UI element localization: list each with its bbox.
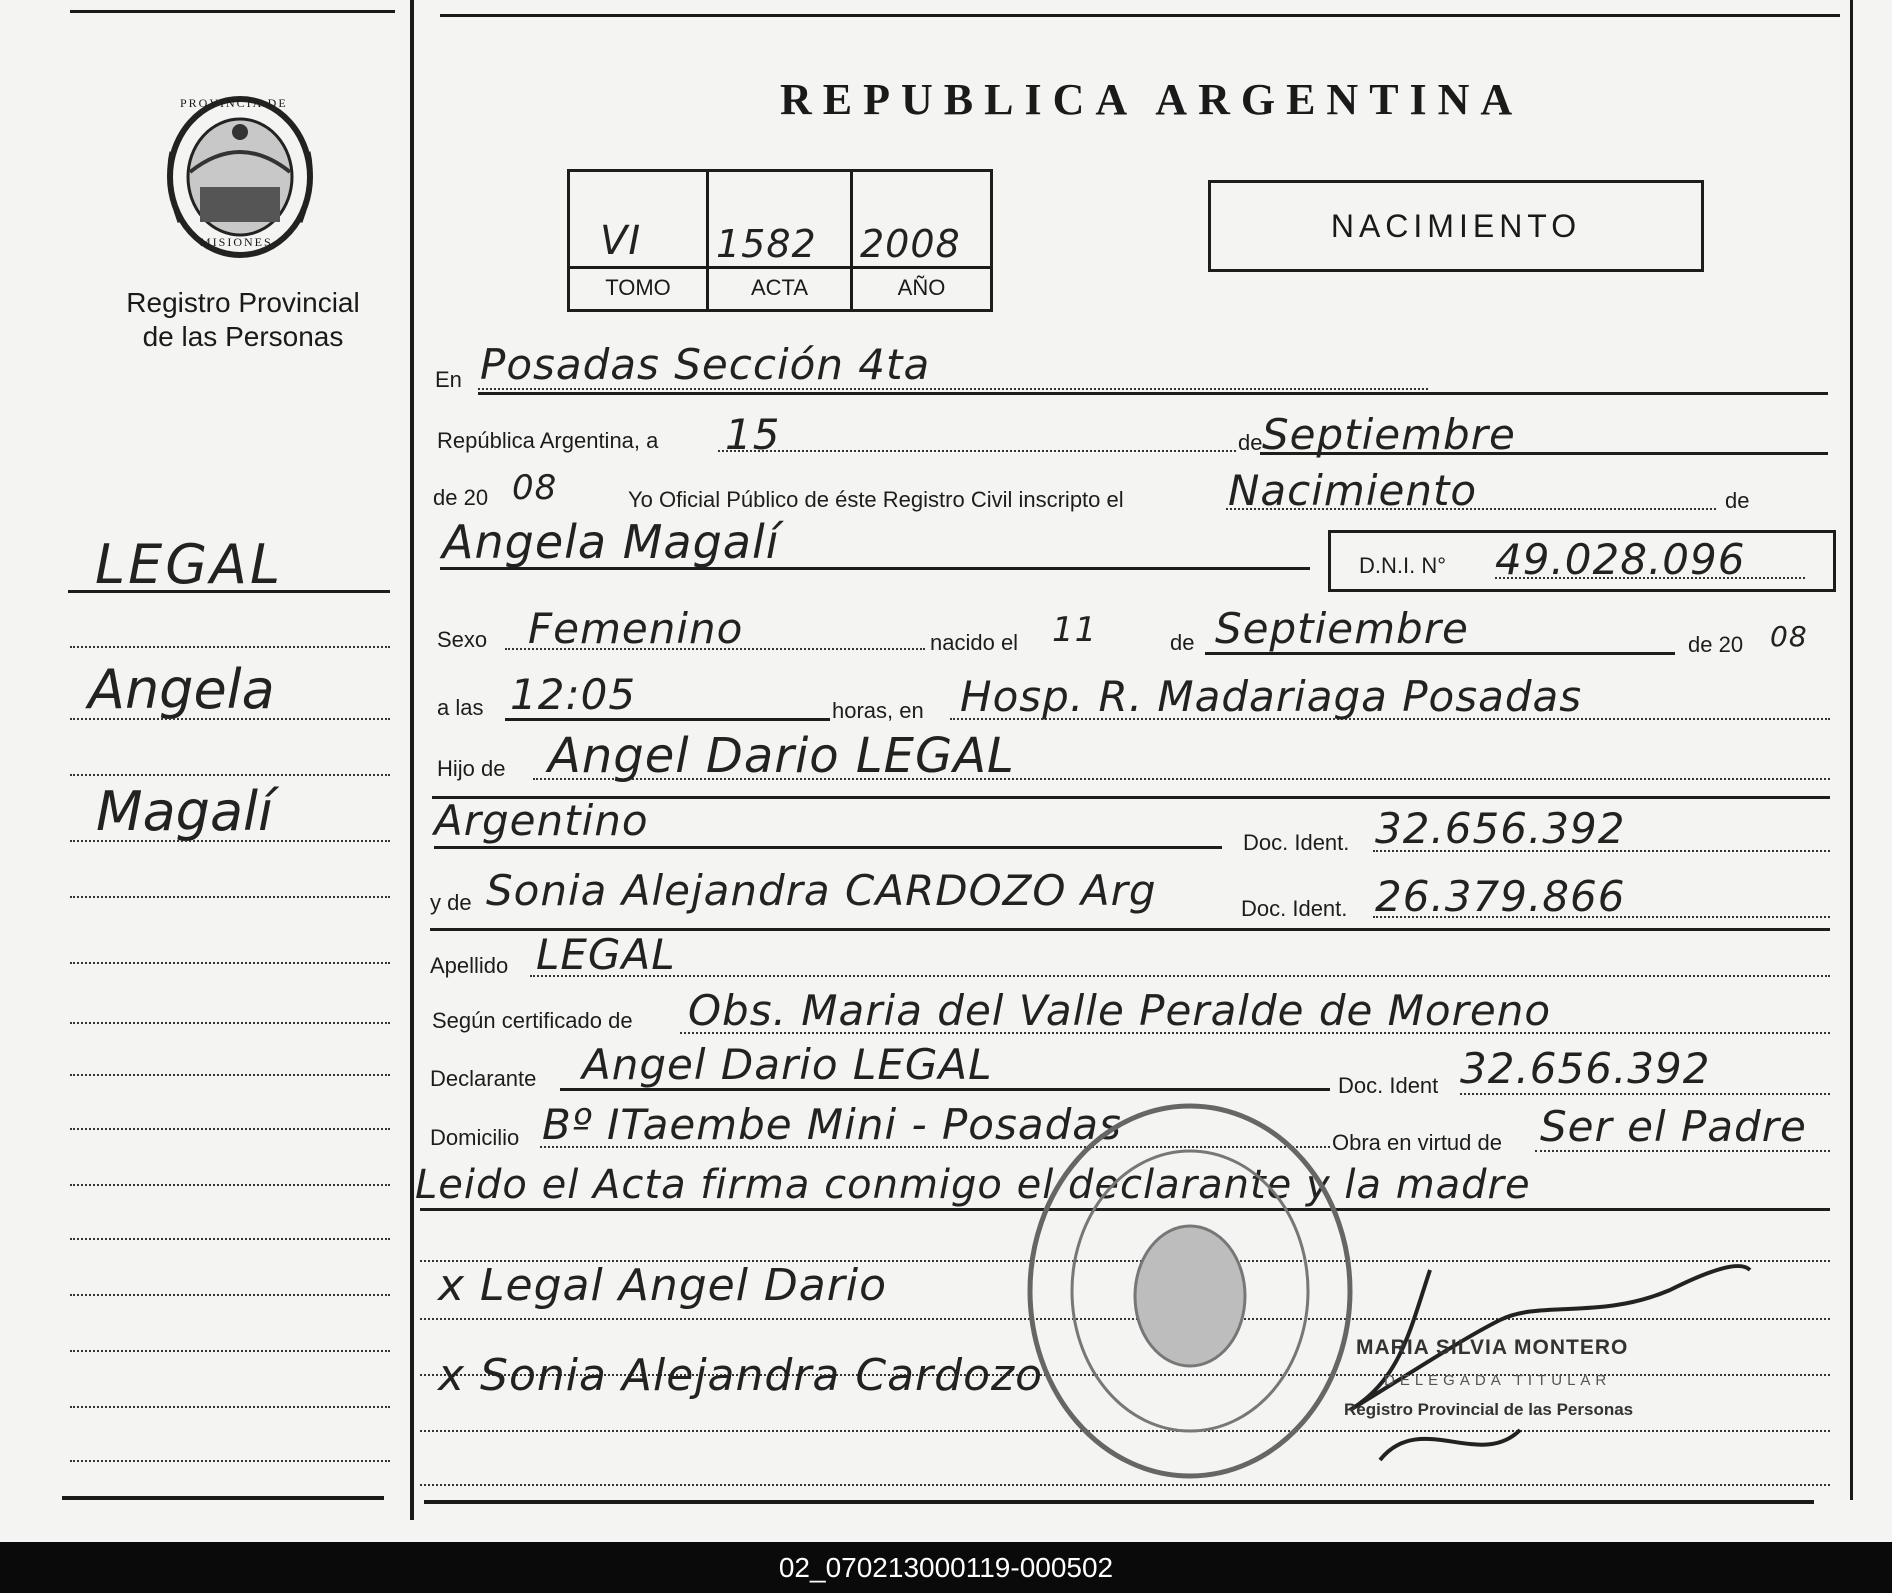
- sidebar-dot-11: [70, 1238, 390, 1240]
- value-certificado: Obs. Maria del Valle Peralde de Moreno: [688, 986, 1552, 1035]
- value-nacionalidad-padre: Argentino: [434, 796, 649, 845]
- bottom-rule-right: [424, 1500, 1814, 1504]
- label-sexo: Sexo: [437, 627, 488, 652]
- registry-table: [567, 169, 993, 312]
- label-declarante: Declarante: [430, 1066, 537, 1091]
- sidebar-dot-5: [70, 896, 390, 898]
- label-en: En: [435, 367, 462, 392]
- left-column-divider: [410, 0, 414, 1520]
- label-nacido: nacido el: [930, 630, 1019, 655]
- value-dni: 49.028.096: [1495, 535, 1746, 584]
- table-divider-h: [570, 266, 990, 269]
- value-lectura: Leido el Acta firma conmigo el declarante y la madre: [415, 1162, 1531, 1208]
- value-domicilio: Bº ITaembe Mini - Posadas: [542, 1100, 1122, 1149]
- sidebar-dot-4: [70, 840, 390, 842]
- scan-id-footer: 02_070213000119-000502: [0, 1542, 1892, 1593]
- sidebar-nombre1: Angela: [88, 658, 275, 721]
- label-hijo: Hijo de: [437, 756, 506, 781]
- value-doc-declarante: 32.656.392: [1460, 1044, 1711, 1093]
- sidebar-dot-13: [70, 1350, 390, 1352]
- label-doc2: Doc. Ident.: [1241, 896, 1348, 921]
- dotline-dni: [1495, 577, 1805, 579]
- sidebar-dot-1: [70, 646, 390, 648]
- sidebar-dot-8: [70, 1074, 390, 1076]
- value-nacido-anio: 08: [1770, 620, 1808, 653]
- label-yde: y de: [430, 890, 472, 915]
- label-doc3: Doc. Ident: [1338, 1073, 1439, 1098]
- sidebar-dot-14: [70, 1406, 390, 1408]
- sidebar-nombre2: Magalí: [96, 780, 274, 843]
- dni-box: [1328, 530, 1836, 592]
- value-doc-madre: 26.379.866: [1375, 872, 1626, 921]
- line-nacionalidad: [434, 846, 1222, 849]
- line-nombre: [440, 567, 1310, 570]
- right-border: [1850, 0, 1853, 1500]
- value-sexo: Femenino: [528, 604, 744, 653]
- value-lugar-nac: Hosp. R. Madariaga Posadas: [960, 672, 1583, 721]
- label-domicilio: Domicilio: [430, 1125, 520, 1150]
- value-inscripto: Nacimiento: [1228, 466, 1478, 515]
- sidebar-dot-3: [70, 774, 390, 776]
- registry-office-name: [90, 286, 396, 354]
- label-republica: República Argentina, a: [437, 428, 659, 453]
- top-rule-left: [70, 10, 395, 13]
- sidebar-dot-7: [70, 1022, 390, 1024]
- value-dia: 15: [725, 410, 781, 459]
- label-obra: Obra en virtud de: [1332, 1130, 1502, 1155]
- line-en: [478, 392, 1828, 395]
- office-line-2: de las Personas: [142, 321, 344, 352]
- label-de-end: de: [1725, 488, 1750, 513]
- label-de-m2: de: [1170, 630, 1195, 655]
- tomo-value: VI: [600, 218, 642, 264]
- label-de20b: de 20: [1688, 632, 1744, 657]
- country-title: REPUBLICA ARGENTINA: [780, 75, 1524, 124]
- acta-value: 1582: [716, 222, 817, 266]
- label-segun: Según certificado de: [432, 1008, 633, 1033]
- value-lugar: Posadas Sección 4ta: [480, 340, 931, 389]
- value-hora: 12:05: [510, 670, 637, 719]
- office-line-1: Registro Provincial: [126, 287, 360, 318]
- record-type-box: NACIMIENTO: [1208, 180, 1704, 272]
- officer-name: MARIA SILVIA MONTERO: [1356, 1336, 1629, 1359]
- value-doc-padre: 32.656.392: [1375, 804, 1626, 853]
- label-doc1: Doc. Ident.: [1243, 830, 1350, 855]
- value-madre: Sonia Alejandra CARDOZO Arg: [486, 866, 1157, 915]
- sidebar-dot-2: [70, 718, 390, 720]
- value-mes: Septiembre: [1262, 410, 1516, 459]
- officer-title: DELEGADA TITULAR: [1384, 1372, 1612, 1389]
- label-dni: D.N.I. N°: [1359, 553, 1447, 578]
- signature-padre: x Legal Angel Dario: [438, 1260, 887, 1311]
- label-oficial: Yo Oficial Público de éste Registro Civil inscripto el: [628, 487, 1124, 512]
- label-alas: a las: [437, 695, 484, 720]
- value-nacido-dia: 11: [1052, 610, 1098, 650]
- sidebar-dot-10: [70, 1184, 390, 1186]
- tomo-label: TOMO: [605, 275, 671, 300]
- sidebar-dot-15: [70, 1460, 390, 1462]
- sidebar-dot-6: [70, 962, 390, 964]
- dotline-dia: [718, 450, 1236, 452]
- value-anio: 08: [512, 468, 558, 508]
- dotline-apellido: [530, 975, 1830, 977]
- anio-value: 2008: [860, 222, 961, 266]
- acta-label: ACTA: [750, 275, 809, 300]
- dotline-doc-declarante: [1460, 1093, 1830, 1095]
- value-obra: Ser el Padre: [1540, 1102, 1807, 1151]
- sidebar-dot-12: [70, 1294, 390, 1296]
- label-horas: horas, en: [832, 698, 924, 723]
- value-nacido-mes: Septiembre: [1215, 604, 1469, 653]
- seal-bottom-text: MISIONES: [200, 235, 273, 249]
- label-de20: de 20: [433, 485, 489, 510]
- official-round-stamp: [1020, 1096, 1360, 1486]
- value-padre: Angel Dario LEGAL: [548, 728, 1015, 784]
- bottom-rule-left: [62, 1496, 384, 1500]
- seal-top-text: PROVINCIA DE: [180, 96, 288, 110]
- value-apellido: LEGAL: [536, 930, 676, 979]
- sidebar-apellido: LEGAL: [95, 533, 284, 596]
- label-de-mes: de: [1238, 430, 1263, 455]
- value-declarante: Angel Dario LEGAL: [582, 1040, 993, 1089]
- sidebar-line-1: [68, 590, 390, 593]
- top-rule-right: [440, 14, 1840, 17]
- sidebar-dot-9: [70, 1128, 390, 1130]
- signature-madre: x Sonia Alejandra Cardozo: [438, 1350, 1044, 1401]
- label-apellido: Apellido: [430, 953, 509, 978]
- officer-office: Registro Provincial de las Personas: [1344, 1400, 1634, 1419]
- value-nombre: Angela Magalí: [442, 515, 780, 569]
- anio-label: AÑO: [897, 275, 946, 300]
